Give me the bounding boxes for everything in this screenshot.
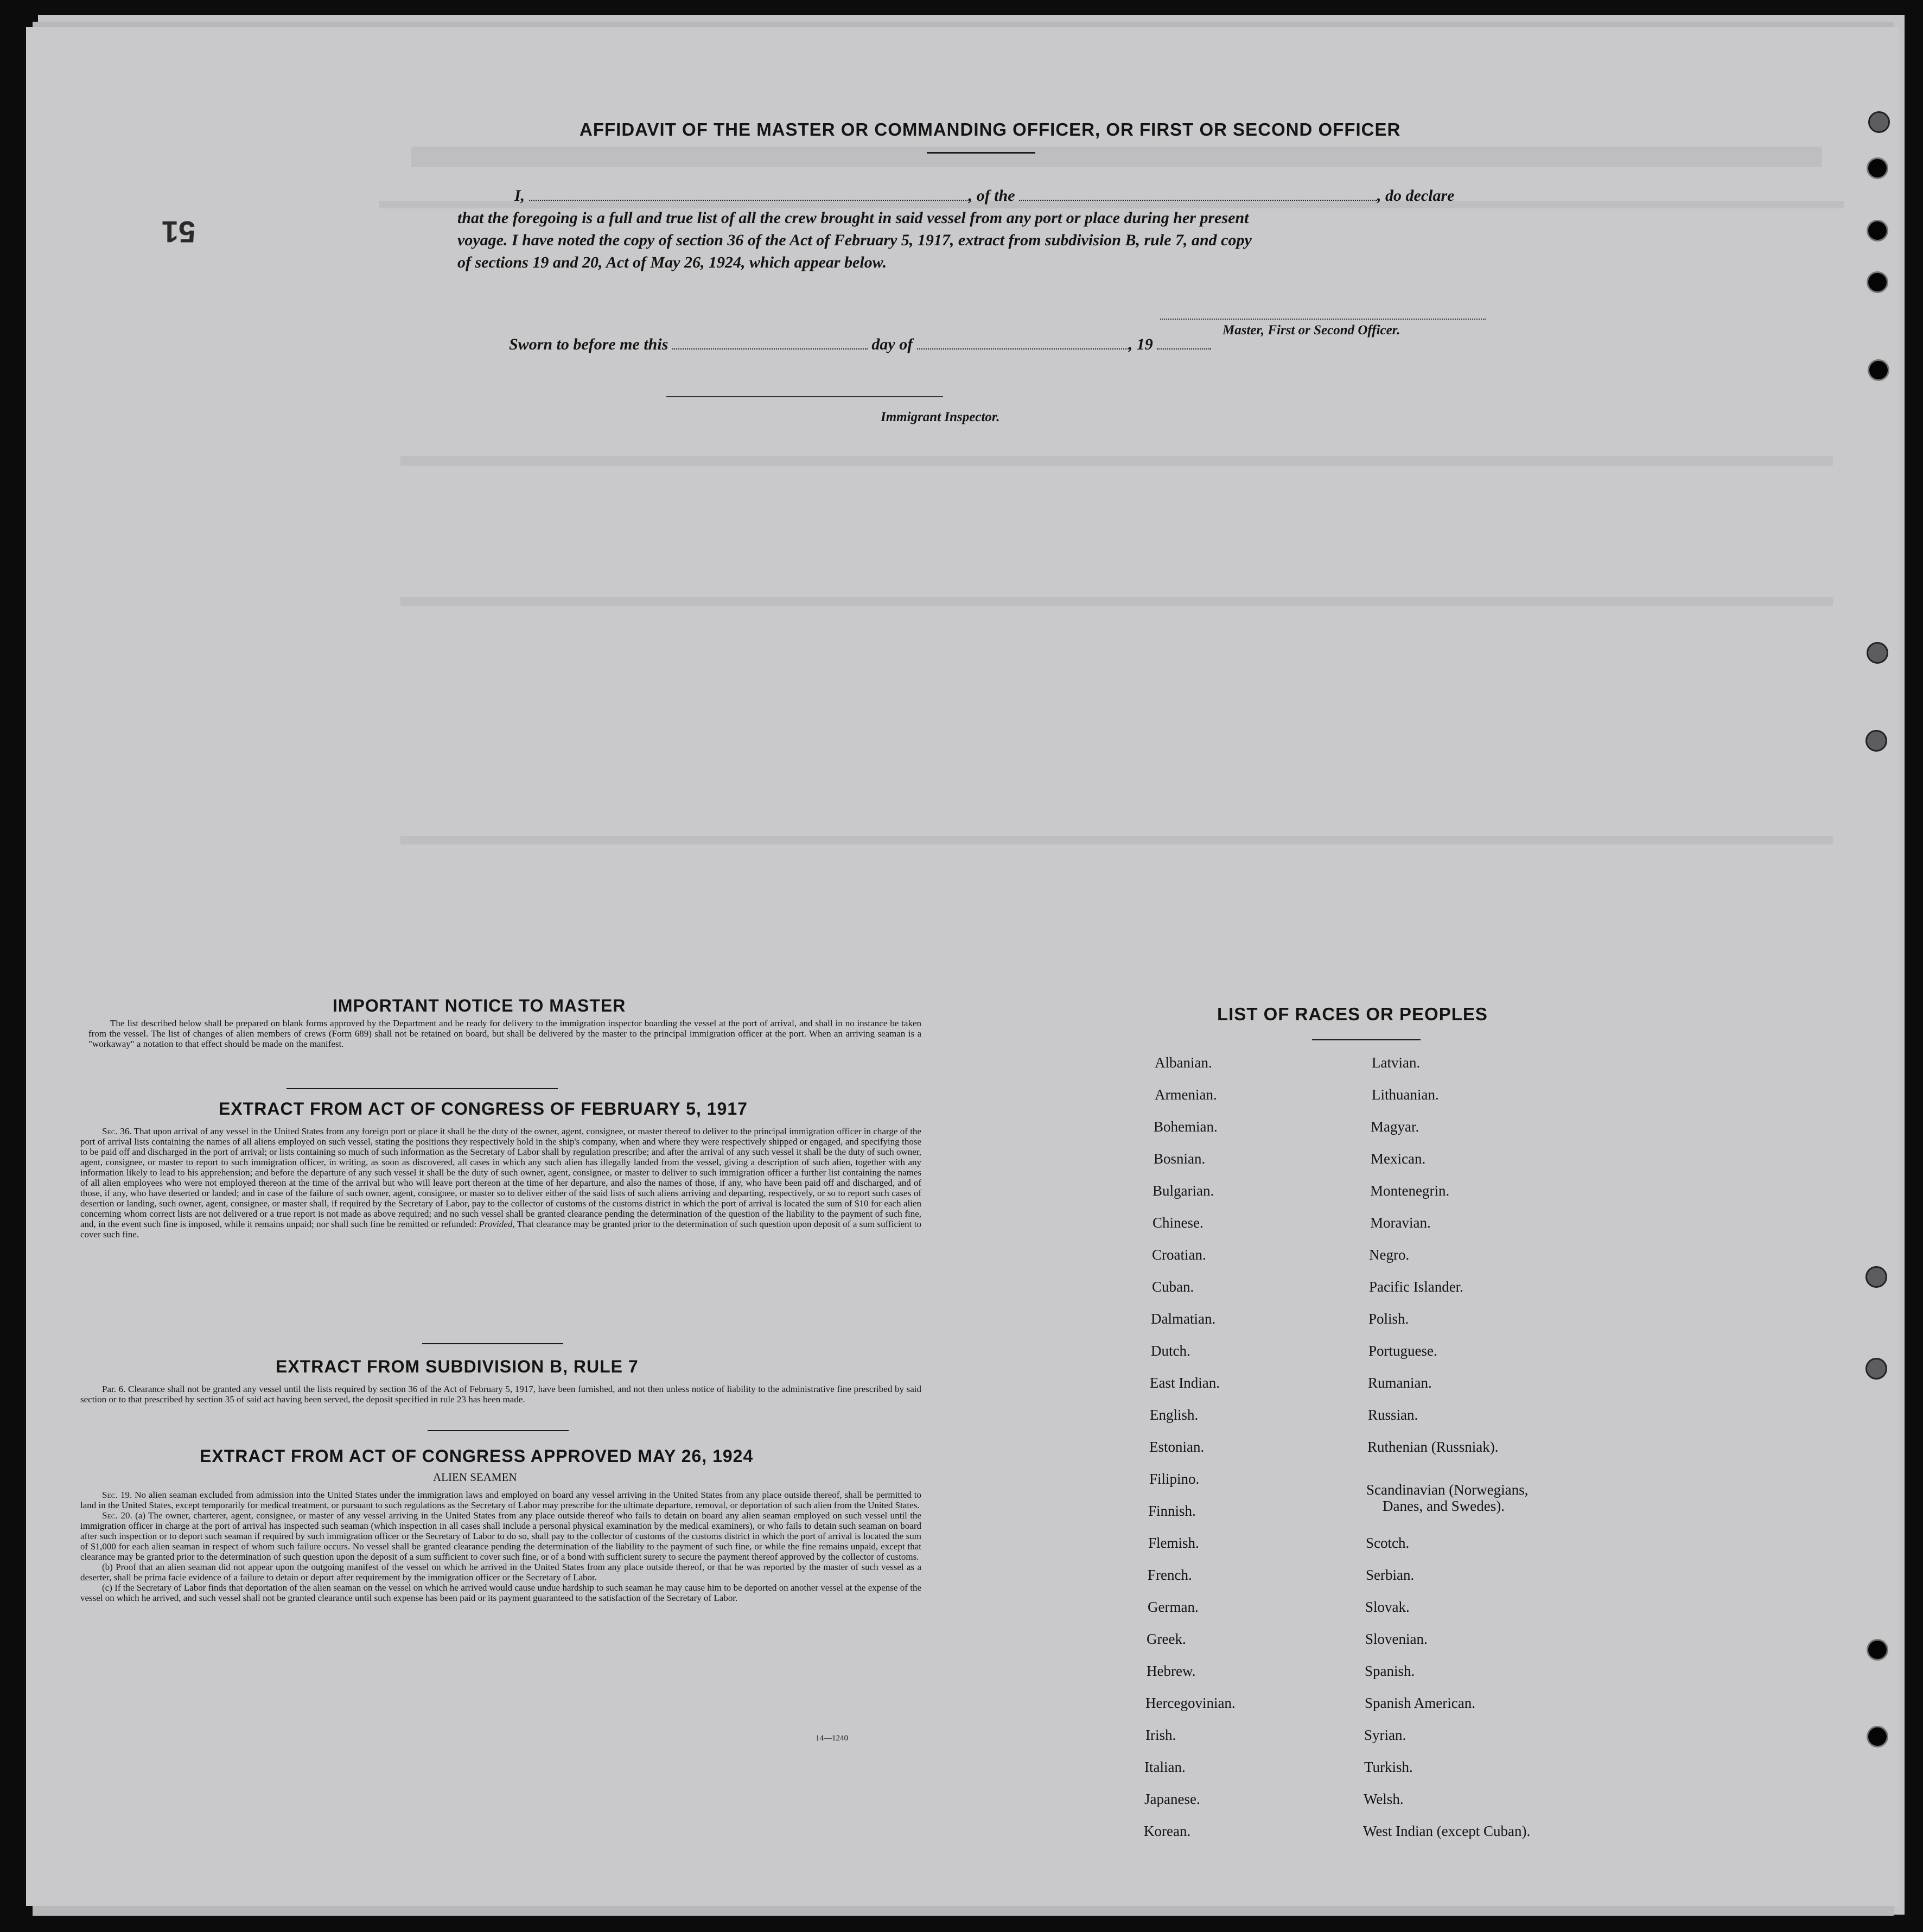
provided-word: Provided,: [479, 1219, 515, 1229]
extract-1917-text: [80, 1126, 921, 1240]
race-item: French.: [1148, 1567, 1192, 1583]
notice-title: IMPORTANT NOTICE TO MASTER: [333, 996, 626, 1015]
race-item: Magyar.: [1371, 1118, 1419, 1135]
punch-hole: [1868, 359, 1889, 381]
race-item: Scandinavian (Norwegians,: [1366, 1482, 1529, 1498]
race-item: Greek.: [1147, 1631, 1186, 1647]
race-item: Cuban.: [1152, 1279, 1194, 1295]
affidavit-line-4: of sections 19 and 20, Act of May 26, 1924, which appear below.: [457, 253, 887, 271]
master-signature-line[interactable]: [1160, 319, 1486, 320]
race-item: Welsh.: [1364, 1791, 1404, 1807]
notice-rule: [286, 1088, 558, 1089]
extract-1924-title: EXTRACT FROM ACT OF CONGRESS APPROVED MAY 26, 1924: [200, 1446, 754, 1466]
race-item: Negro.: [1369, 1247, 1410, 1263]
race-item: Russian.: [1368, 1407, 1418, 1423]
race-item: Polish.: [1368, 1311, 1409, 1327]
race-item: Armenian.: [1155, 1086, 1217, 1103]
title-rule: [927, 152, 1035, 154]
affidavit-line-1: [514, 187, 1454, 205]
race-item: Danes, and Swedes).: [1383, 1498, 1505, 1514]
sec-20a-text: (a) The owner, charterer, agent, consignee, or master of any vessel arriving in the United States from any place outside thereof who fails to detain on board any alien seaman employed on such vessel until the immigration officer in charge at the port of arrival has inspected such seaman (which inspection in all cases shall include a personal physical examination by the medical examiners), or who fails to detain such seaman on board after such inspection or to deport such seaman if required by such immigration officer or the Secretary of Labor to do so, shall pay to the collector of customs of the customs district in which the port of arrival is located the sum of $1,000 for each alien seaman in respect of whom such failure occurs. No vessel shall be granted clearance pending the determination of the liability to the payment of such fine, or while the fine remains unpaid, except that clearance may be granted prior to the determination of such question upon the deposit of a sum sufficient to cover such fine, or of a bond with sufficient surety to secure the payment thereof approved by the collector of customs.: [80, 1510, 922, 1562]
punch-hole: [1868, 111, 1890, 133]
extract-1917-title: EXTRACT FROM ACT OF CONGRESS OF FEBRUARY 5, 1917: [219, 1099, 748, 1118]
month-blank[interactable]: [917, 338, 1129, 349]
par-6-paragraph: Par. 6. Clearance shall not be granted any vessel until the lists required by section 36 of the Act of February 5, 1917, have been furnished, and not then unless notice of liability to the administrative fine prescribed by said section or to that prescribed by section 35 of said act having been served, the deposit specified in rule 23 has been made.: [80, 1384, 921, 1404]
punch-hole: [1865, 1358, 1887, 1380]
race-item: Bohemian.: [1154, 1118, 1218, 1135]
race-item: Pacific Islander.: [1369, 1279, 1463, 1295]
race-item: Finnish.: [1148, 1503, 1196, 1519]
race-item: Portuguese.: [1368, 1343, 1437, 1359]
race-item: East Indian.: [1150, 1375, 1220, 1391]
vessel-blank[interactable]: [1019, 189, 1377, 201]
punch-hole: [1867, 642, 1888, 664]
affidavit-i: I,: [514, 187, 525, 205]
form-number: 14—1240: [816, 1734, 848, 1743]
race-item: Croatian.: [1152, 1247, 1206, 1263]
race-item: Dutch.: [1151, 1343, 1190, 1359]
name-blank[interactable]: [529, 189, 969, 201]
sec-36-text: That upon arrival of any vessel in the United States from any foreign port or place it shall be the duty of the owner, agent, consignee, or master thereof to deliver to the principal immigration officer in charge of the port of arrival lists containing the names of all aliens employed on such vessel, stating the positions they respectively hold in the ship's company, when and where they were respectively shipped or engaged, and specifying those to be paid off and discharged in the port of arrival; or lists containing so much of such information as the Secretary of Labor shall by regulation prescribe; and after the arrival of any such vessel it shall be the duty of such owner, agent, consignee, or master to report to such immigration officer, in writing, as soon as discovered, all cases in which any such alien has illegally landed from the vessel, giving a description of such alien, together with any information likely to lead to his apprehension; and before the departure of any such vessel it shall be the duty of such owner, agent, consignee, or master to deliver to such immigration officer a further list containing the names of all alien employees who were not employed thereon at the time of the arrival but who will leave port thereon at the time of her departure, and also the names of those, if any, who have been paid off and discharged, and of those, if any, who have deserted or landed; and in case of the failure of such owner, agent, consignee, or master so to deliver either of the said lists of such aliens arriving and departing, respectively, or so to report such cases of desertion or landing, such owner, agent, consignee, or master shall, if required by the Secretary of Labor, pay to the collector of customs of the customs district in which the port of arrival is located the sum of $10 for each alien concerning whom correct lists are not delivered or a true report is not made as above required; and no such vessel shall be granted clearance pending the determination of the question of the liability to the payment of such fine, and, in the event such fine is imposed, while it remains unpaid; nor shall such fine be remitted or refunded:: [80, 1126, 921, 1229]
sec-20c-paragraph: (c) If the Secretary of Labor finds that deportation of the alien seaman on the vessel on which he arrived would cause undue hardship to such seaman he may cause him to be deported on another vessel at the expense of the vessel on which he arrived, and such vessel shall not be granted clearance until such expense has been paid or its payment guaranteed to the satisfaction of the Secretary of Labor.: [80, 1583, 921, 1603]
day-blank[interactable]: [672, 338, 868, 349]
sworn-line: [509, 335, 1211, 354]
races-title: LIST OF RACES OR PEOPLES: [1217, 1004, 1488, 1024]
punch-hole: [1865, 1266, 1887, 1288]
race-item: Bulgarian.: [1152, 1183, 1214, 1199]
affidavit-line-2: that the foregoing is a full and true list of all the crew brought in said vessel from any port or place during her present: [457, 209, 1249, 227]
race-item: Flemish.: [1148, 1535, 1199, 1551]
sec-20b-paragraph: (b) Proof that an alien seaman did not appear upon the outgoing manifest of the vessel on which he arrived in the United States from any place outside thereof, or that he was reported by the master of such vessel as a deserter, shall be prima facie evidence of a failure to detain or deport after requirement by the immigration officer or the Secretary of Labor.: [80, 1562, 921, 1583]
race-item: Spanish.: [1365, 1663, 1415, 1679]
race-item: Irish.: [1145, 1727, 1176, 1743]
sec-20a-paragraph: [80, 1510, 921, 1562]
punch-hole: [1867, 1726, 1888, 1747]
race-item: Rumanian.: [1368, 1375, 1432, 1391]
punch-hole: [1867, 271, 1888, 293]
race-item: West Indian (except Cuban).: [1363, 1823, 1531, 1839]
punch-hole: [1867, 220, 1888, 242]
affidavit-declare: , do declare: [1377, 187, 1455, 205]
margin-mark: 51: [162, 215, 196, 249]
race-item: Slovenian.: [1365, 1631, 1428, 1647]
sec-36-label: Sec. 36.: [102, 1126, 132, 1136]
affidavit-of-the: , of the: [968, 187, 1015, 205]
extract-rule7-rule: [428, 1430, 569, 1431]
punch-hole: [1865, 730, 1887, 752]
extract-1924-text: [80, 1490, 921, 1603]
race-item: Albanian.: [1155, 1054, 1212, 1071]
race-item: Hebrew.: [1147, 1663, 1196, 1679]
race-item: Bosnian.: [1154, 1151, 1206, 1167]
race-item: Hercegovinian.: [1145, 1695, 1236, 1711]
race-item: Moravian.: [1370, 1215, 1431, 1231]
extract-rule7-text: [80, 1384, 921, 1404]
race-item: Filipino.: [1149, 1471, 1200, 1487]
race-item: Syrian.: [1364, 1727, 1406, 1743]
notice-text: [88, 1018, 921, 1049]
punch-hole: [1867, 1639, 1888, 1661]
notice-paragraph: The list described below shall be prepared on blank forms approved by the Department and be ready for delivery to the immigration inspector boarding the vessel at the port of arrival, and shall in no instance be taken from the vessel. The list of changes of alien members of crews (Form 689) shall not be retained on board, but shall be delivered by the master to the principal immigration officer at the port. When an arriving seaman is a "workaway" a notation to that effect should be made on the manifest.: [88, 1018, 921, 1049]
race-item: Montenegrin.: [1370, 1183, 1450, 1199]
race-item: German.: [1148, 1599, 1199, 1615]
sworn-text: Sworn to before me this: [509, 335, 668, 353]
race-item: Korean.: [1144, 1823, 1191, 1839]
race-item: Scotch.: [1366, 1535, 1410, 1551]
race-item: Ruthenian (Russniak).: [1367, 1439, 1499, 1455]
race-item: Estonian.: [1149, 1439, 1205, 1455]
affidavit-line-3: voyage. I have noted the copy of section 36 of the Act of February 5, 1917, extract from subdivision B, rule 7, and copy: [457, 231, 1252, 249]
inspector-label: Immigrant Inspector.: [881, 410, 1000, 424]
year-prefix: , 19: [1128, 335, 1153, 353]
race-item: Turkish.: [1364, 1759, 1413, 1775]
punch-hole: [1867, 157, 1888, 179]
affidavit-title: AFFIDAVIT OF THE MASTER OR COMMANDING OFFICER, OR FIRST OR SECOND OFFICER: [580, 119, 1401, 139]
extract-rule7-title: EXTRACT FROM SUBDIVISION B, RULE 7: [276, 1357, 639, 1376]
race-item: Japanese.: [1144, 1791, 1200, 1807]
race-item: Serbian.: [1366, 1567, 1415, 1583]
day-of: day of: [871, 335, 913, 353]
races-rule: [1312, 1039, 1421, 1040]
master-label: Master, First or Second Officer.: [1222, 323, 1400, 338]
sec-19-text: No alien seaman excluded from admission into the United States under the immigration laws and employed on board any vessel arriving in the United States from any place outside thereof, shall be permitted to land in the United States, except temporarily for medical treatment, or pursuant to such regulations as the Secretary of Labor may prescribe for the ultimate departure, removal, or deportation of such alien from the United States.: [80, 1490, 921, 1510]
race-item: Lithuanian.: [1372, 1086, 1439, 1103]
race-item: Mexican.: [1371, 1151, 1426, 1167]
sec-36-end: That clearance may be granted prior to the determination of such question upon deposit of a sum sufficient to cover such fine.: [80, 1219, 921, 1240]
race-item: English.: [1150, 1407, 1199, 1423]
year-blank[interactable]: [1157, 338, 1211, 349]
race-item: Latvian.: [1372, 1054, 1421, 1071]
sec-19-paragraph: [80, 1490, 921, 1510]
sec-20-label: Sec. 20.: [102, 1510, 132, 1521]
race-item: Spanish American.: [1365, 1695, 1475, 1711]
race-item: Slovak.: [1365, 1599, 1410, 1615]
extract-1917-rule: [422, 1343, 563, 1344]
alien-seamen-subtitle: ALIEN SEAMEN: [433, 1471, 517, 1484]
race-item: Italian.: [1144, 1759, 1186, 1775]
inspector-signature-line[interactable]: [666, 396, 943, 397]
sec-19-label: Sec. 19.: [102, 1490, 132, 1500]
race-item: Dalmatian.: [1151, 1311, 1216, 1327]
sec-36-paragraph: [80, 1126, 921, 1240]
race-item: Chinese.: [1152, 1215, 1204, 1231]
document-page: [26, 27, 1899, 1906]
